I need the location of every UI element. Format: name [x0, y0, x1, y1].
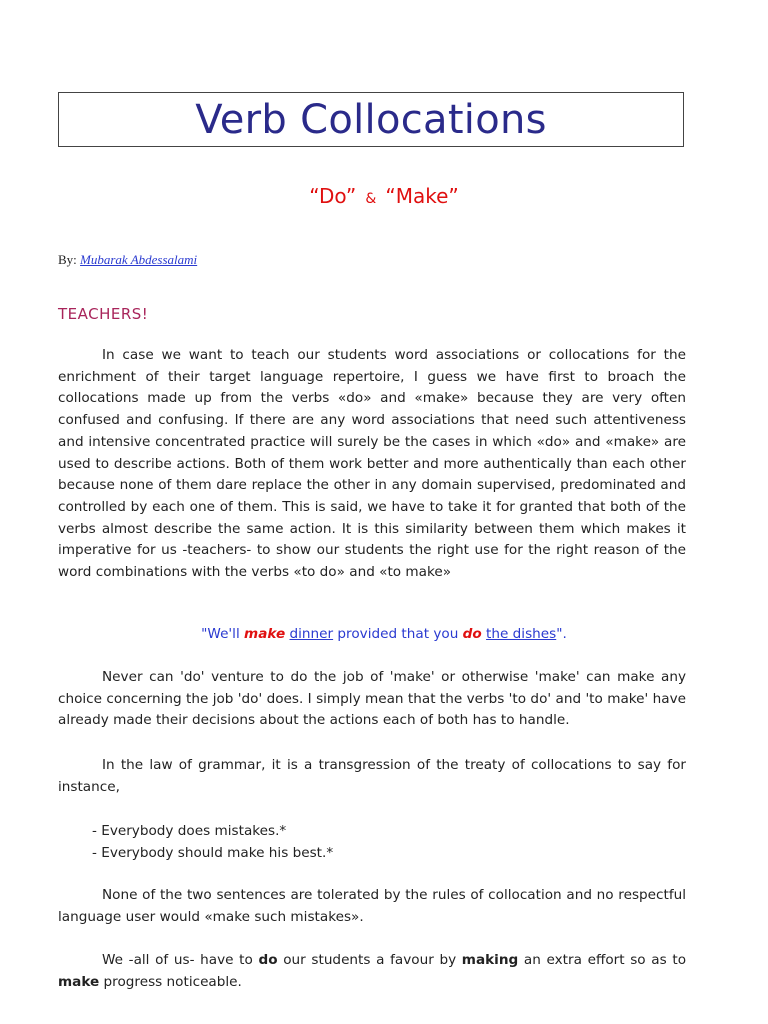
author-link[interactable]: Mubarak Abdessalami	[80, 252, 198, 267]
p5-part3: an extra effort so as to	[518, 952, 687, 968]
subtitle-ampersand: &	[365, 191, 377, 207]
paragraph-venture-text: Never can 'do' venture to do the job of 'make' or otherwise 'make' can make any choice concerning the job 'do' does. I simply mean that the verbs 'to do' and 'to make' have already made their decisions about the actions each of both has to handle.	[58, 669, 686, 729]
paragraph-tolerated	[58, 885, 686, 928]
subtitle-do: “Do”	[309, 184, 357, 208]
paragraph-grammar-text: In the law of grammar, it is a transgression of the treaty of collocations to say for instance,	[58, 757, 686, 795]
byline-label: By:	[58, 252, 77, 267]
section-heading: TEACHERS!	[58, 305, 149, 323]
paragraph-grammar	[58, 755, 686, 798]
paragraph-intro-text: In case we want to teach our students word associations or collocations for the enrichment of their target language repertoire, I guess we have first to broach the collocations made up from the verbs «do» and «make» because they are very often confused and confusing. If there are any word associations that need such attentiveness and intensive concentrated practice will surely be the cases in which «do» and «make» are used to describe actions. Both of them work better and more authentically than each other because none of them dare replace the other in any domain supervised, predominated and controlled by each one of them. This is said, we have to take it for granted that both of the verbs almost describe the same action. It is this similarity between them which makes it imperative for us -teachers- to show our students the right use for the right reason of the word combinations with the verbs «to do» and «to make»	[58, 347, 686, 581]
paragraph-intro	[58, 345, 686, 584]
quote-make: make	[244, 626, 286, 642]
subtitle-make: “Make”	[385, 184, 459, 208]
quote-middle: provided that you	[333, 626, 463, 642]
paragraph-venture	[58, 667, 686, 732]
paragraph-tolerated-text: None of the two sentences are tolerated by the rules of collocation and no respectful language user would «make such mistakes».	[58, 887, 686, 925]
document-title: Verb Collocations	[195, 96, 547, 143]
paragraph-favour	[58, 950, 686, 993]
example-list	[92, 820, 333, 864]
p5-do: do	[258, 952, 278, 968]
p5-making: making	[461, 952, 519, 968]
byline	[58, 252, 197, 268]
quote-dishes-link[interactable]: the dishes	[486, 626, 557, 642]
list-item: - Everybody does mistakes.*	[92, 823, 287, 839]
quote-dinner-link[interactable]: dinner	[289, 626, 334, 642]
p5-part2: our students a favour by	[277, 952, 462, 968]
quote-open: "We'll	[201, 626, 245, 642]
title-box	[58, 92, 684, 147]
example-quote	[0, 626, 768, 642]
list-item: - Everybody should make his best.*	[92, 845, 334, 861]
quote-close: ".	[556, 626, 567, 642]
p5-make: make	[58, 973, 100, 990]
quote-do: do	[462, 626, 482, 642]
subtitle	[0, 184, 768, 208]
p5-part4: progress noticeable.	[99, 973, 242, 990]
p5-part1: We -all of us- have to	[102, 952, 259, 968]
